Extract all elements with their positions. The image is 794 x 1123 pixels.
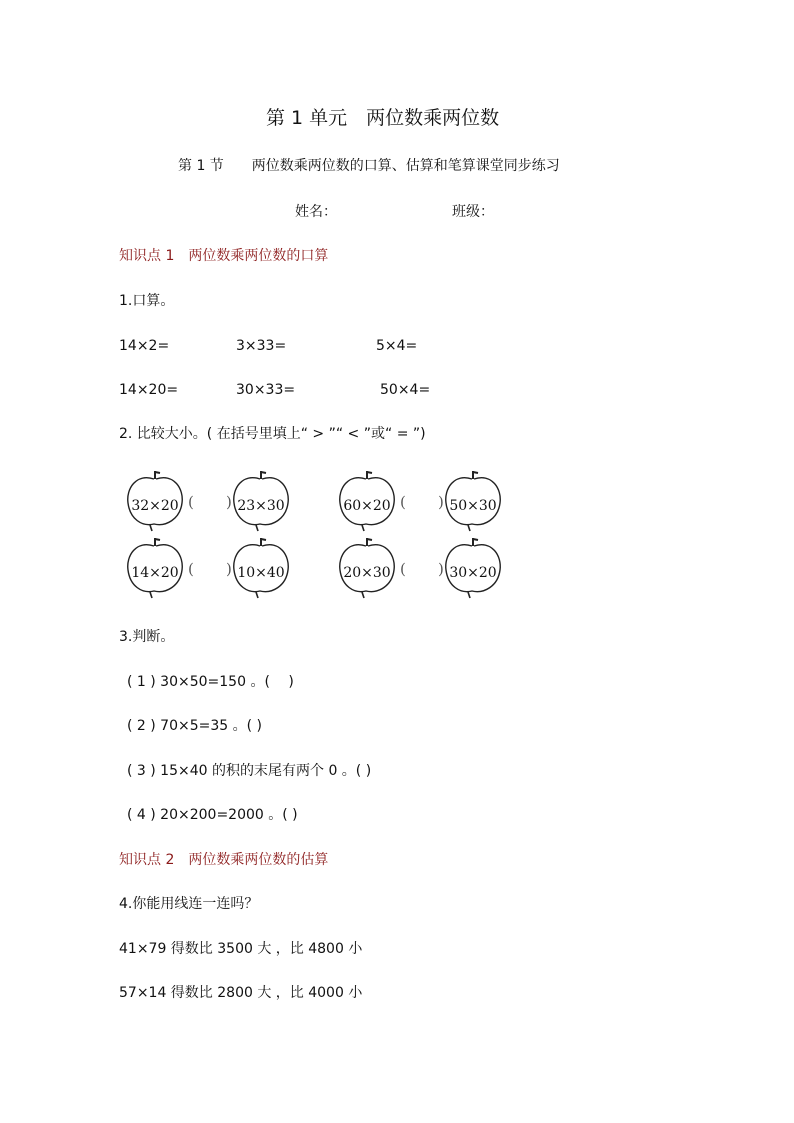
apple-expression: 20×30: [343, 565, 391, 581]
question-4-heading: 4.你能用线连一连吗？: [119, 896, 259, 912]
answer-paren-close[interactable]: ): [438, 493, 444, 511]
apple-expression: 32×20: [131, 498, 179, 514]
apple-expression: 14×20: [131, 565, 179, 581]
answer-paren-close[interactable]: ): [226, 560, 232, 578]
oral-calc-item: 5×4=: [376, 338, 418, 354]
connect-item: 41×79 得数比 3500 大 ，比 4800 小: [119, 941, 363, 957]
judge-item: ( 4 ) 20×200=2000 。( ): [127, 807, 298, 823]
oral-calc-item: 50×4=: [380, 382, 431, 398]
apple-expression: 30×20: [449, 565, 497, 581]
question-3-heading: 3.判断。: [119, 629, 175, 645]
answer-paren-open[interactable]: (: [400, 493, 406, 511]
answer-paren-open[interactable]: (: [188, 560, 194, 578]
comparison-apple: [442, 536, 514, 600]
apple-expression: 60×20: [343, 498, 391, 514]
knowledge-point-2: 知识点 2 两位数乘两位数的估算: [119, 852, 329, 868]
apple-expression: 10×40: [237, 565, 285, 581]
judge-item: ( 2 ) 70×5=35 。( ): [127, 718, 263, 734]
answer-paren-close[interactable]: ): [438, 560, 444, 578]
judge-item: ( 3 ) 15×40 的积的末尾有两个 0 。( ): [127, 763, 372, 779]
page-title: 第 1 单元 两位数乘两位数: [266, 107, 500, 129]
answer-paren-open[interactable]: (: [188, 493, 194, 511]
answer-paren-close[interactable]: ): [226, 493, 232, 511]
apple-expression: 23×30: [237, 498, 285, 514]
comparison-apple: [124, 536, 196, 600]
oral-calc-item: 3×33=: [236, 338, 287, 354]
comparison-apple: [336, 536, 408, 600]
class-label: 班级：: [452, 204, 494, 220]
judge-item: ( 1 ) 30×50=150 。( ): [127, 674, 294, 690]
comparison-apple: [442, 469, 514, 533]
oral-calc-item: 30×33=: [236, 382, 296, 398]
answer-paren-open[interactable]: (: [400, 560, 406, 578]
connect-item: 57×14 得数比 2800 大 ，比 4000 小: [119, 985, 363, 1001]
apple-expression: 50×30: [449, 498, 497, 514]
question-2-heading: 2. 比较大小。( 在括号里填上“ > ”“ < ”或“ = ”): [119, 426, 426, 442]
oral-calc-item: 14×20=: [119, 382, 179, 398]
section-title: 第 1 节 两位数乘两位数的口算、估算和笔算课堂同步练习: [178, 158, 560, 174]
name-label: 姓名：: [295, 204, 337, 220]
comparison-apple: [336, 469, 408, 533]
comparison-apple: [124, 469, 196, 533]
question-1-heading: 1.口算。: [119, 293, 175, 309]
comparison-apple: [230, 469, 302, 533]
knowledge-point-1: 知识点 1 两位数乘两位数的口算: [119, 248, 329, 264]
oral-calc-item: 14×2=: [119, 338, 170, 354]
comparison-apple: [230, 536, 302, 600]
